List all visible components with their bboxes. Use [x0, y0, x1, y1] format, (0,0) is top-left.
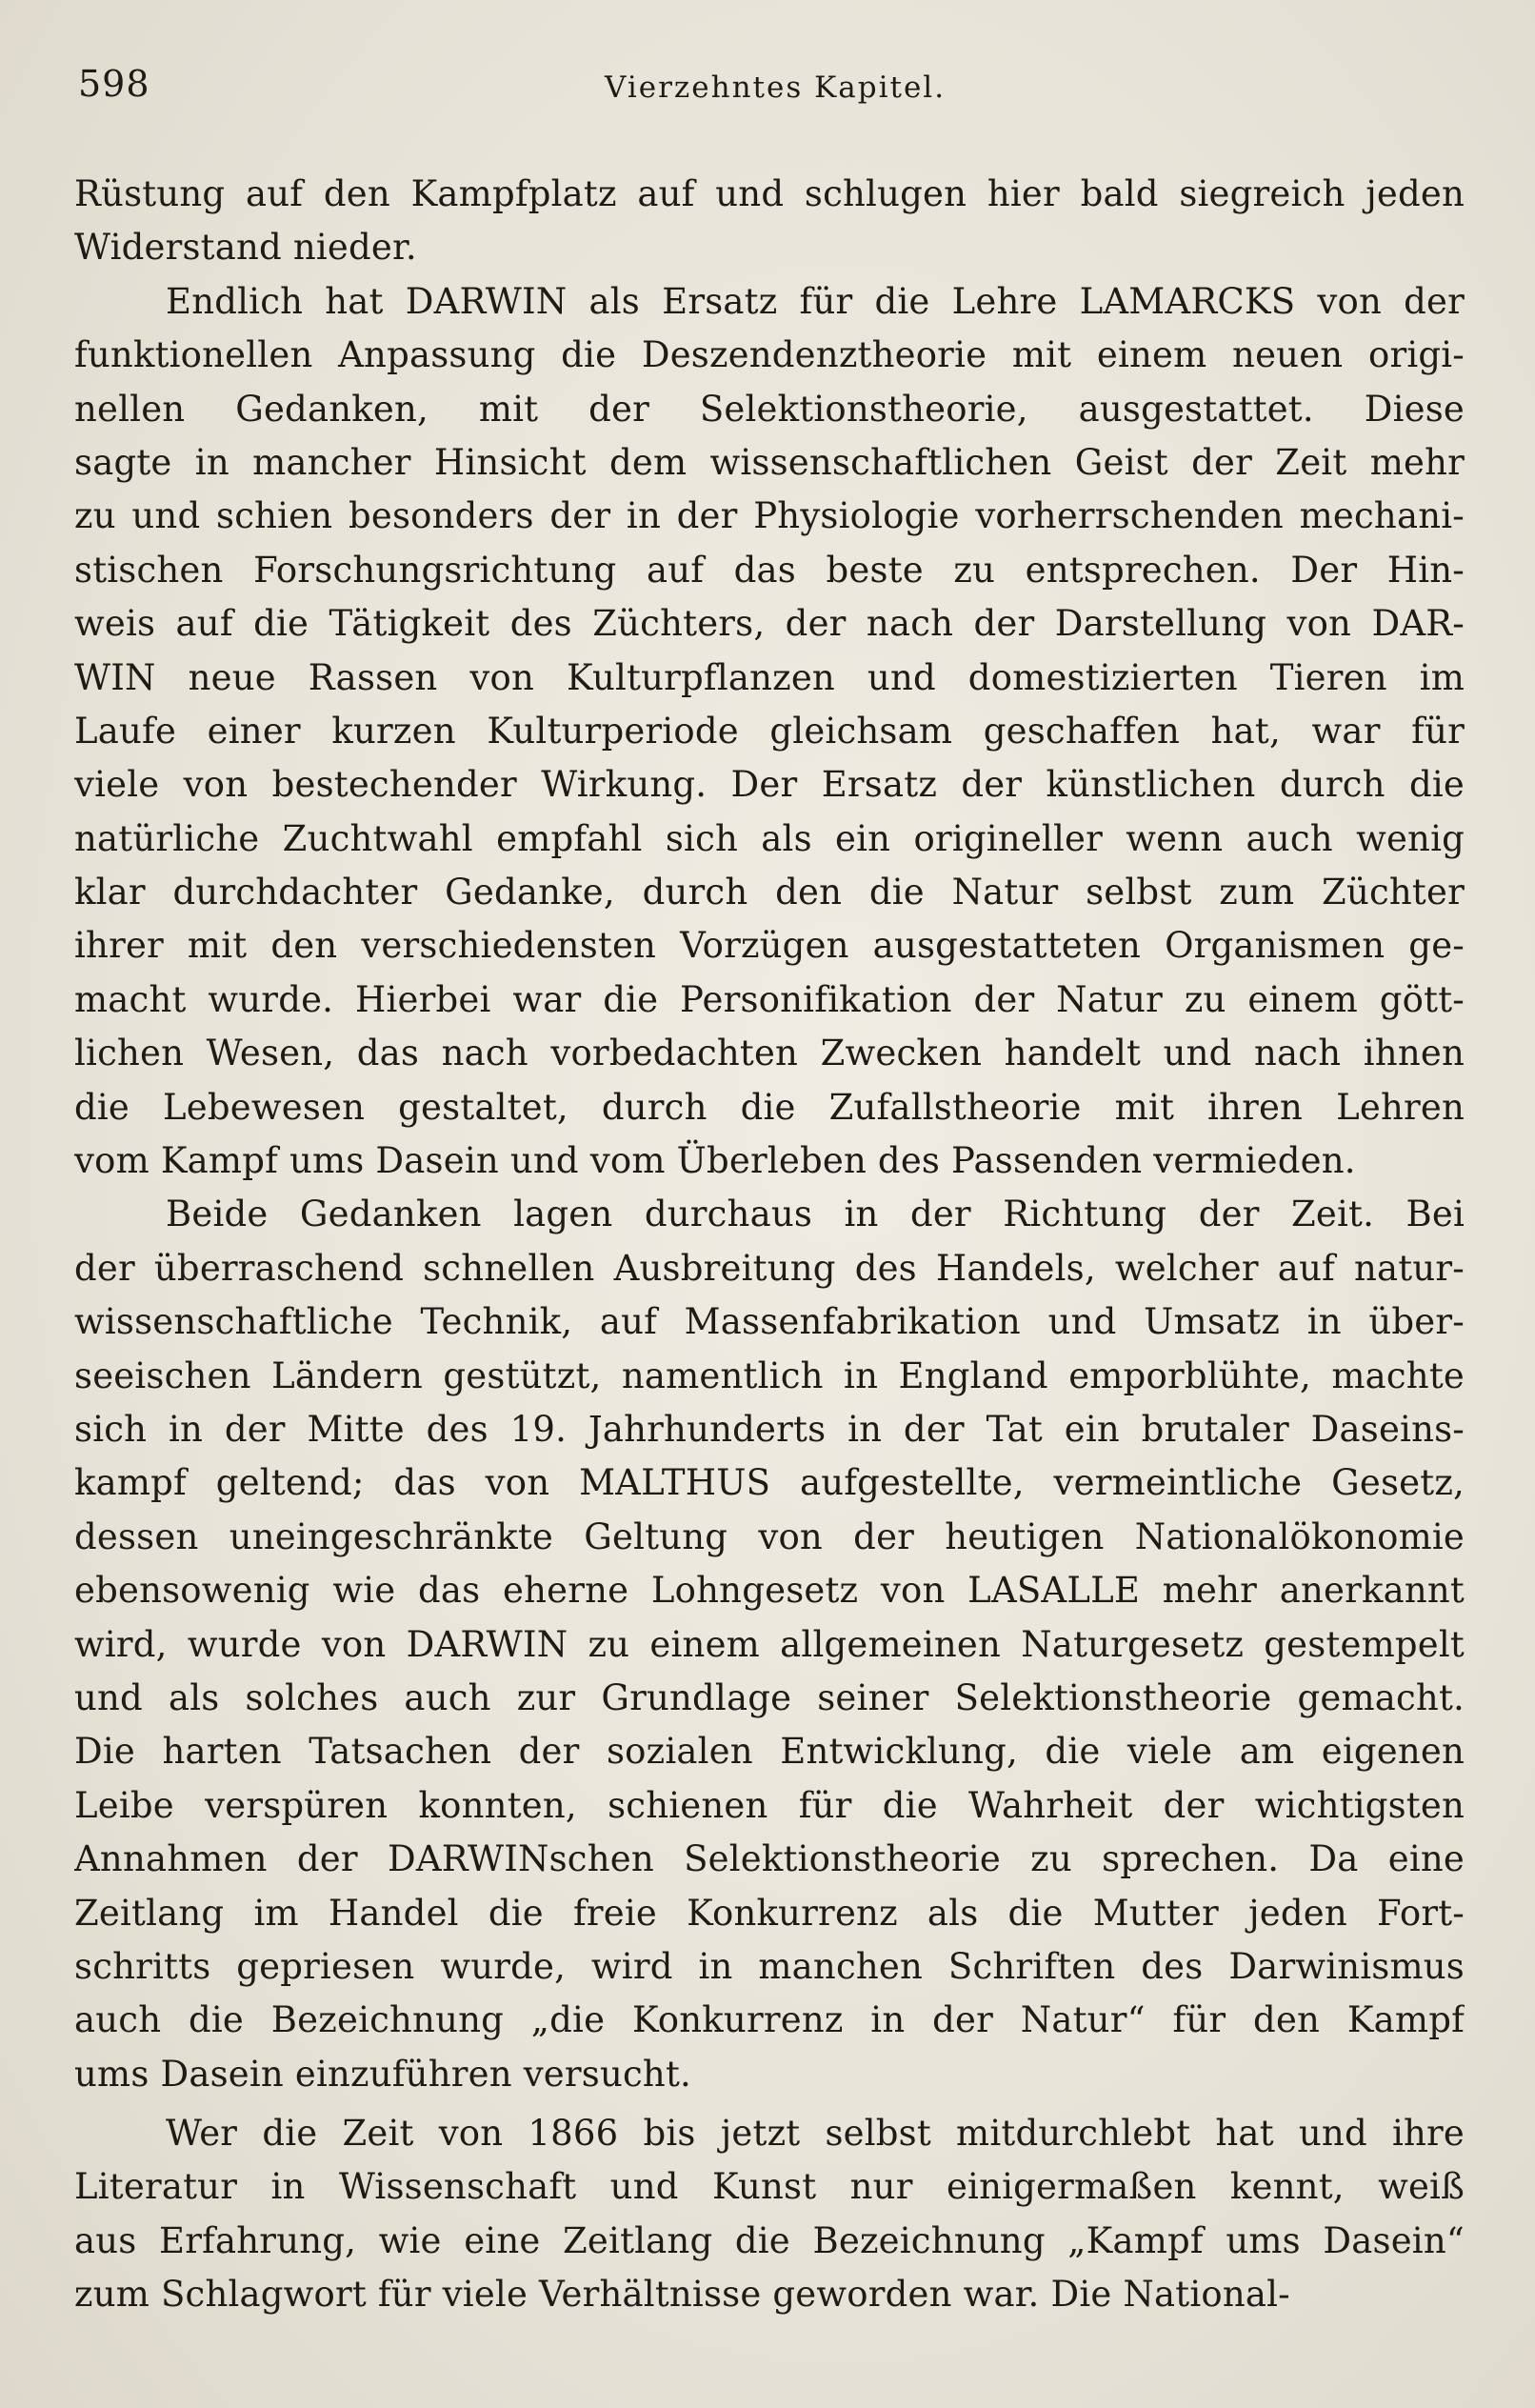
text-line: die Lebewesen gestaltet, durch die Zufallstheorie mit ihren Lehren	[74, 1086, 1465, 1128]
text-line: wissenschaftliche Technik, auf Massenfabrikation und Umsatz in über-	[74, 1301, 1465, 1343]
text-line: stischen Forschungsrichtung auf das beste zu entsprechen. Der Hin-	[74, 549, 1465, 591]
running-head: Vierzehntes Kapitel.	[605, 70, 947, 105]
text-line: Rüstung auf den Kampfplatz auf und schlugen hier bald siegreich jeden	[74, 173, 1465, 214]
text-line: und als solches auch zur Grundlage seiner Selektionstheorie gemacht.	[74, 1676, 1465, 1718]
text-line: ums Dasein einzuführen versucht.	[74, 2053, 691, 2095]
text-line: Widerstand nieder.	[74, 227, 417, 269]
text-line: klar durchdachter Gedanke, durch den die Natur selbst zum Züchter	[74, 872, 1465, 913]
text-line: weis auf die Tätigkeit des Züchters, der nach der Darstellung von DAR-	[74, 603, 1465, 645]
text-line: auch die Bezeichnung „die Konkurrenz in der Natur“ für den Kampf	[74, 1999, 1465, 2041]
page-number: 598	[78, 63, 150, 105]
text-line: natürliche Zuchtwahl empfahl sich als ein origineller wenn auch wenig	[74, 817, 1465, 859]
text-line: schritts gepriesen wurde, wird in manchen Schriften des Darwinismus	[74, 1945, 1465, 1987]
text-line: sagte in mancher Hinsicht dem wissenschaftlichen Geist der Zeit mehr	[74, 441, 1465, 483]
text-line: viele von bestechender Wirkung. Der Ersatz der künstlichen durch die	[74, 764, 1465, 806]
text-line: zum Schlagwort für viele Verhältnisse geworden war. Die National-	[74, 2274, 1290, 2316]
text-line: ebensowenig wie das eherne Lohngesetz von LASALLE mehr anerkannt	[74, 1570, 1465, 1612]
page-header	[78, 63, 1459, 120]
text-line: lichen Wesen, das nach vorbedachten Zwecken handelt und nach ihnen	[74, 1033, 1465, 1074]
text-line: Zeitlang im Handel die freie Konkurrenz als die Mutter jeden Fort-	[74, 1892, 1465, 1934]
text-line: vom Kampf ums Dasein und vom Überleben des Passenden vermieden.	[74, 1140, 1356, 1182]
body-text	[74, 168, 1465, 2322]
text-line: dessen uneingeschränkte Geltung von der heutigen Nationalökonomie	[74, 1515, 1465, 1557]
text-line: nellen Gedanken, mit der Selektionstheorie, ausgestattet. Diese	[74, 388, 1465, 430]
text-line: sich in der Mitte des 19. Jahrhunderts in der Tat ein brutaler Daseins-	[74, 1408, 1465, 1450]
text-line: Laufe einer kurzen Kulturperiode gleichsam geschaffen hat, war für	[74, 710, 1465, 752]
text-line: macht wurde. Hierbei war die Personifikation der Natur zu einem gött-	[74, 978, 1465, 1020]
text-line: Wer die Zeit von 1866 bis jetzt selbst mitdurchlebt hat und ihre	[166, 2113, 1465, 2155]
text-line: Die harten Tatsachen der sozialen Entwicklung, die viele am eigenen	[74, 1731, 1465, 1773]
text-line: Endlich hat DARWIN als Ersatz für die Lehre LAMARCKS von der	[166, 280, 1465, 322]
text-line: wird, wurde von DARWIN zu einem allgemeinen Naturgesetz gestempelt	[74, 1623, 1465, 1665]
text-line: Leibe verspüren konnten, schienen für die Wahrheit der wichtigsten	[74, 1784, 1465, 1826]
text-line: Annahmen der DARWINschen Selektionstheorie zu sprechen. Da eine	[74, 1838, 1465, 1880]
text-line: der überraschend schnellen Ausbreitung des Handels, welcher auf natur-	[74, 1247, 1465, 1289]
text-line: ihrer mit den verschiedensten Vorzügen ausgestatteten Organismen ge-	[74, 925, 1465, 967]
text-line: Beide Gedanken lagen durchaus in der Richtung der Zeit. Bei	[166, 1194, 1465, 1235]
text-line: zu und schien besonders der in der Physiologie vorherrschenden mechani-	[74, 495, 1465, 537]
text-line: funktionellen Anpassung die Deszendenztheorie mit einem neuen origi-	[74, 334, 1465, 376]
text-line: seeischen Ländern gestützt, namentlich in England emporblühte, machte	[74, 1354, 1465, 1396]
text-line: kampf geltend; das von MALTHUS aufgestellte, vermeintliche Gesetz,	[74, 1462, 1465, 1504]
text-line: aus Erfahrung, wie eine Zeitlang die Bezeichnung „Kampf ums Dasein“	[74, 2219, 1465, 2261]
text-line: WIN neue Rassen von Kulturpflanzen und domestizierten Tieren im	[74, 656, 1465, 698]
text-line: Literatur in Wissenschaft und Kunst nur einigermaßen kennt, weiß	[74, 2166, 1465, 2208]
